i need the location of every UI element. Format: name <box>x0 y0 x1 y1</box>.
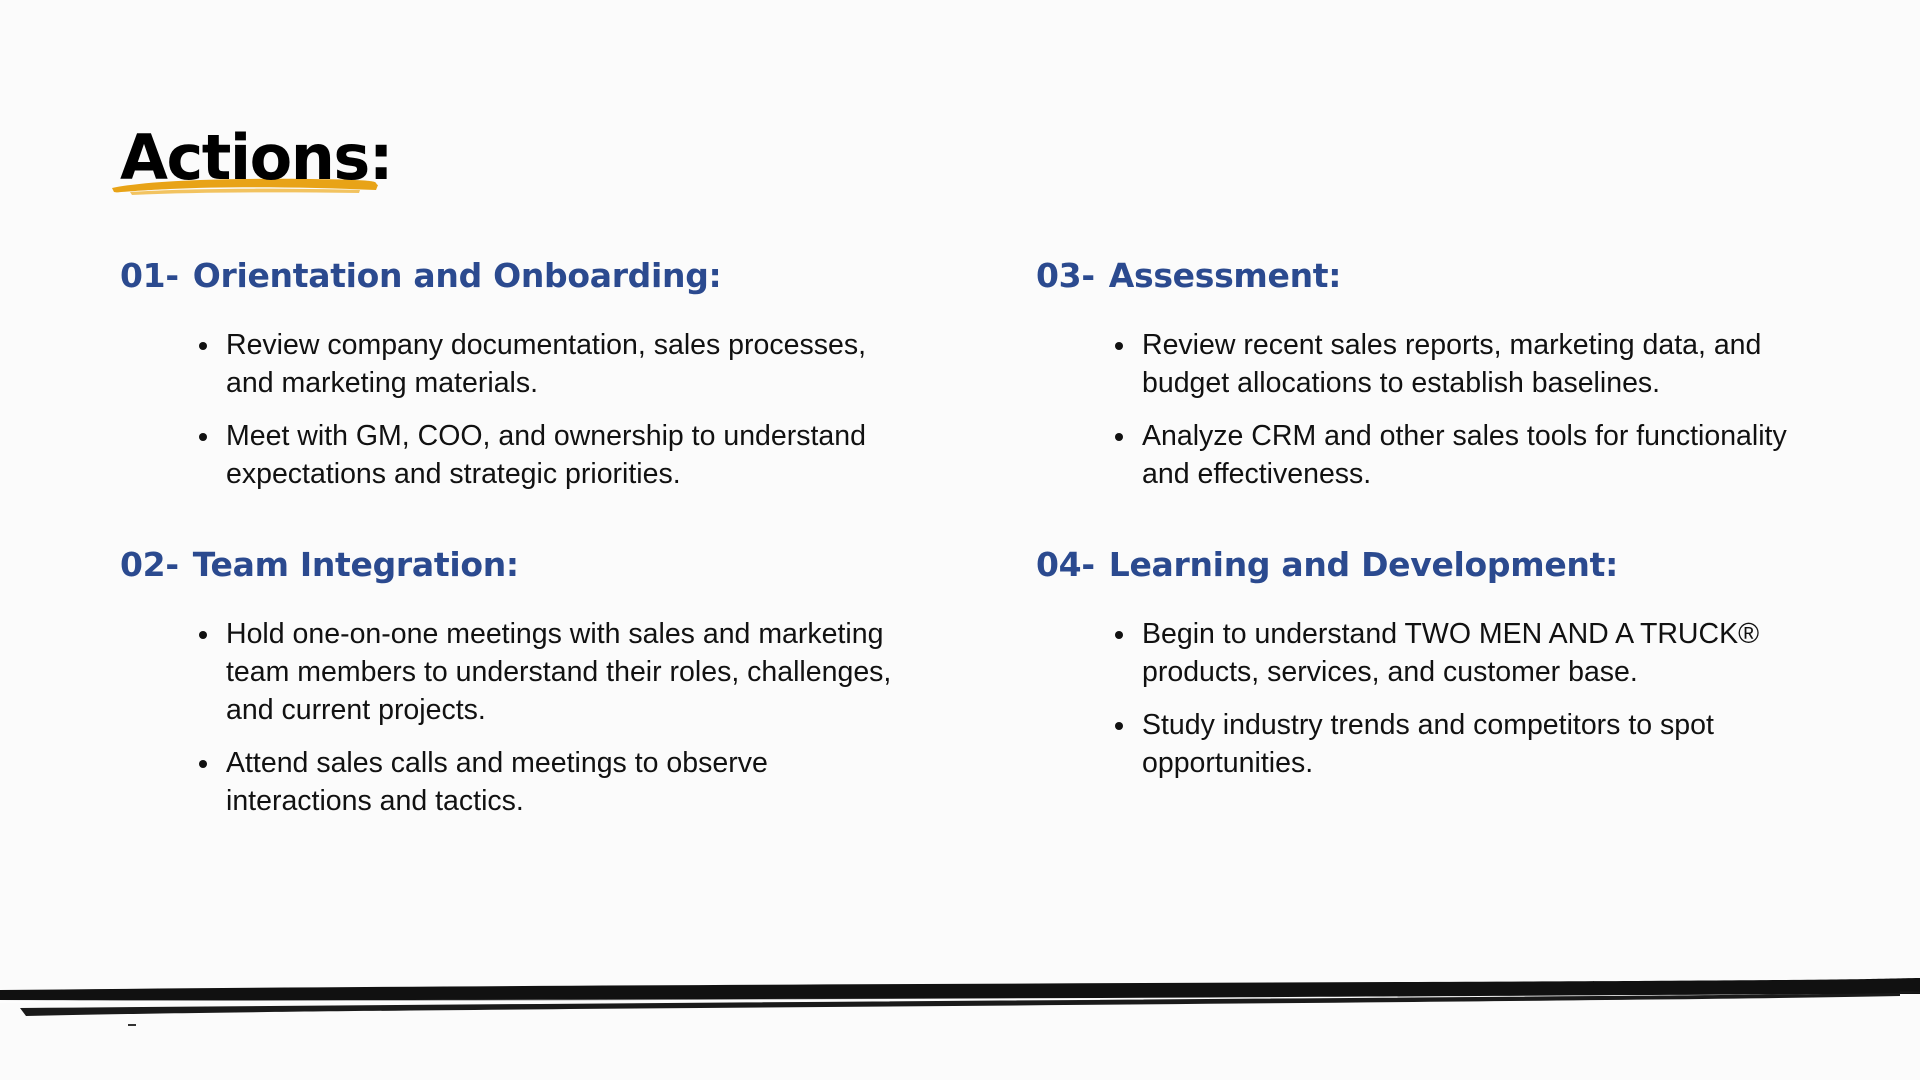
list-item <box>1115 417 1816 493</box>
list-item <box>199 744 900 820</box>
bullet-icon <box>1115 722 1123 730</box>
section-title: Assessment: <box>1108 256 1342 295</box>
bullet-icon <box>199 342 207 350</box>
bullet-text: Study industry trends and competitors to spot opportunities. <box>1142 709 1714 779</box>
bullet-text: Analyze CRM and other sales tools for functionality and effectiveness. <box>1142 420 1787 490</box>
bottom-brush-stroke <box>0 960 1920 1030</box>
section-orientation-onboarding <box>120 254 900 508</box>
section-title: Orientation and Onboarding: <box>192 256 722 295</box>
section-heading <box>120 254 900 298</box>
bullet-text: Meet with GM, COO, and ownership to understand expectations and strategic priorities. <box>226 420 866 490</box>
section-team-integration <box>120 543 900 835</box>
page-title: Actions: <box>120 121 393 194</box>
section-learning-development <box>1036 543 1816 797</box>
bullet-icon <box>1115 433 1123 441</box>
bullet-list <box>120 615 900 820</box>
section-number: 02- <box>120 545 179 584</box>
section-heading <box>1036 543 1816 587</box>
section-number: 01- <box>120 256 179 295</box>
bullet-text: Attend sales calls and meetings to observe interactions and tactics. <box>226 747 768 817</box>
bullet-text: Review recent sales reports, marketing data, and budget allocations to establish baselines. <box>1142 329 1762 399</box>
bullet-list <box>1036 615 1816 782</box>
list-item <box>1115 615 1816 691</box>
bullet-list <box>1036 326 1816 493</box>
title-block <box>110 118 410 208</box>
bullet-text: Begin to understand TWO MEN AND A TRUCK® products, services, and customer base. <box>1142 618 1760 688</box>
section-heading <box>1036 254 1816 298</box>
section-number: 03- <box>1036 256 1095 295</box>
list-item <box>199 615 900 729</box>
section-assessment <box>1036 254 1816 508</box>
bullet-text: Hold one-on-one meetings with sales and marketing team members to understand their roles, challenges, and current projects. <box>226 618 892 726</box>
section-title: Team Integration: <box>192 545 519 584</box>
bullet-icon <box>1115 342 1123 350</box>
list-item <box>1115 706 1816 782</box>
section-heading <box>120 543 900 587</box>
bullet-text: Review company documentation, sales processes, and marketing materials. <box>226 329 866 399</box>
section-number: 04- <box>1036 545 1095 584</box>
bullet-icon <box>199 631 207 639</box>
section-title: Learning and Development: <box>1108 545 1618 584</box>
bullet-list <box>120 326 900 493</box>
list-item <box>1115 326 1816 402</box>
bullet-icon <box>199 760 207 768</box>
bullet-icon <box>1115 631 1123 639</box>
bullet-icon <box>199 433 207 441</box>
list-item <box>199 326 900 402</box>
list-item <box>199 417 900 493</box>
